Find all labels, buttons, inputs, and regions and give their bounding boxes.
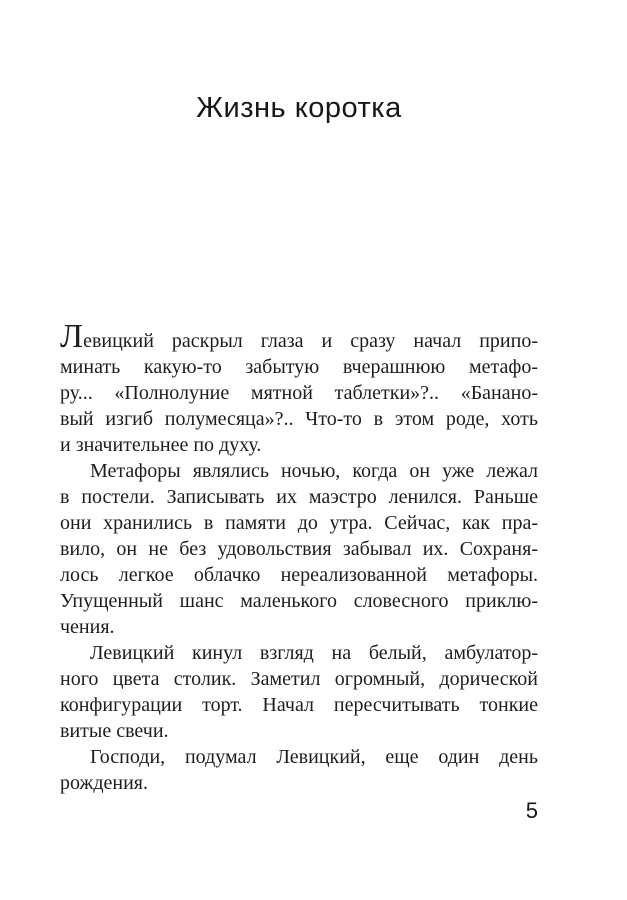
paragraph-line: в постели. Записывать их маэстро ленился. Раньше [60,486,538,508]
paragraph-line: минать какую-то забытую вчерашнюю метафо- [60,356,538,378]
page-number: 5 [525,798,538,823]
paragraph-line: рождения. [60,772,148,794]
paragraph-line: витые свечи. [60,720,169,742]
paragraph-line: Метафоры являлись ночью, когда он уже лежал [90,460,538,482]
line-text: евицкий раскрыл глаза и сразу начал припо- [83,330,538,352]
paragraph-line: лось легкое облачко нереализованной метафоры. [60,564,538,586]
chapter-title: Жизнь коротка [196,92,402,124]
paragraph-line: они хранились в памяти до утра. Сейчас, как пра- [60,512,538,534]
paragraph-line: вый изгиб полумесяца»?.. Что-то в этом роде, хоть [60,408,538,430]
paragraph-line: ру... «Полнолуние мятной таблетки»?.. «Банано- [60,382,538,404]
paragraph-line: вило, он не без удовольствия забывал их. Сохраня- [60,538,538,560]
paragraph-line: и значительнее по духу. [60,434,262,456]
initial-cap: Л [60,318,84,355]
paragraph-line: чения. [60,616,115,638]
paragraph-line: Левицкий кинул взгляд на белый, амбулатор- [90,642,538,664]
paragraph-line: Упущенный шанс маленького словесного приклю- [60,590,538,612]
paragraph-line: ного цвета столик. Заметил огромный, дорической [60,668,538,690]
body-text [60,318,538,796]
paragraph-line [60,318,538,355]
paragraph-line: Господи, подумал Левицкий, еще один день [90,746,538,768]
paragraph-line: конфигурации торт. Начал пересчитывать тонкие [60,694,538,716]
